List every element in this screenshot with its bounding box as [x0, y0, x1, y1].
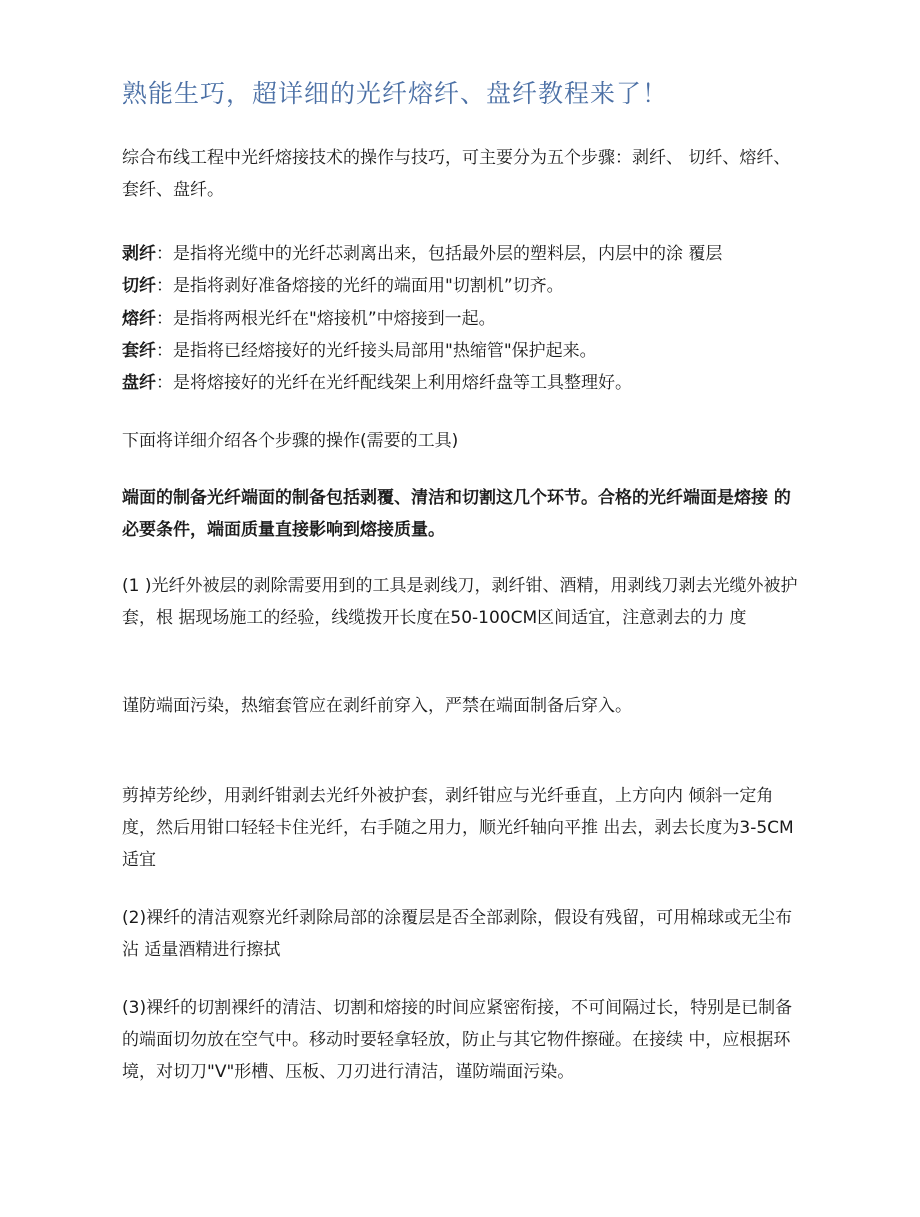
document-title: 熟能生巧，超详细的光纤熔纤、盘纤教程来了！ — [122, 79, 669, 108]
endface-heading: 端面的制备光纤端面的制备包括剥覆、清洁和切割这几个环节。合格的光纤端面是熔接 的必要条件，端面质量直接影响到熔接质量。 — [122, 488, 791, 540]
step1-paragraph: (1 )光纤外被层的剥除需要用到的工具是剥线刀，剥纤钳、酒精，用剥线刀剥去光缆外被护套，根 据现场施工的经验，线缆拨开长度在50-100CM区间适宜，注意剥去的力 度 — [122, 576, 798, 628]
step-sleeve — [122, 336, 597, 361]
step3-paragraph: (3)裸纤的切割裸纤的清洁、切割和熔接的时间应紧密衔接，不可间隔过长，特别是已制备 的端面切勿放在空气中。移动时要轻拿轻放，防止与其它物件擦碰。在接续 中，应根据环境，对切刀"V"形槽、压板、刀刃进行清洁，谨防端面污染。 — [122, 998, 793, 1082]
intro-paragraph: 综合布线工程中光纤熔接技术的操作与技巧，可主要分为五个步骤：剥纤、 切纤、熔纤、套纤、盘纤。 — [122, 148, 791, 200]
step-term: 套纤 — [122, 341, 156, 361]
step-cut — [122, 271, 564, 296]
stripping-paragraph: 剪掉芳纶纱，用剥纤钳剥去光纤外被护套，剥纤钳应与光纤垂直，上方向内 倾斜一定角度，然后用钳口轻轻卡住光纤，右手随之用力，顺光纤轴向平推 出去，剥去长度为3-5CM适宜 — [122, 786, 794, 870]
step-text: ：是指将光缆中的光纤芯剥离出来，包括最外层的塑料层，内层中的涂 覆层 — [156, 244, 723, 264]
step2-paragraph: (2)裸纤的清洁观察光纤剥除局部的涂覆层是否全部剥除，假设有残留，可用棉球或无尘布沾 适量酒精进行擦拭 — [122, 908, 793, 960]
steps-intro: 下面将详细介绍各个步骤的操作(需要的工具) — [122, 431, 459, 451]
contamination-note: 谨防端面污染，热缩套管应在剥纤前穿入，严禁在端面制备后穿入。 — [122, 696, 632, 716]
step-text: ：是指将两根光纤在"熔接机”中熔接到一起。 — [156, 309, 496, 329]
step-text: ：是指将剥好准备熔接的光纤的端面用"切割机”切齐。 — [156, 276, 564, 296]
step-term: 熔纤 — [122, 309, 156, 329]
step-text: ：是将熔接好的光纤在光纤配线架上利用熔纤盘等工具整理好。 — [156, 373, 632, 393]
step-term: 剥纤 — [122, 244, 156, 264]
step-coil — [122, 368, 632, 393]
step-term: 盘纤 — [122, 373, 156, 393]
step-fuse — [122, 304, 496, 329]
step-strip — [122, 239, 722, 264]
step-term: 切纤 — [122, 276, 156, 296]
step-text: ：是指将已经熔接好的光纤接头局部用"热缩管"保护起来。 — [156, 341, 597, 361]
